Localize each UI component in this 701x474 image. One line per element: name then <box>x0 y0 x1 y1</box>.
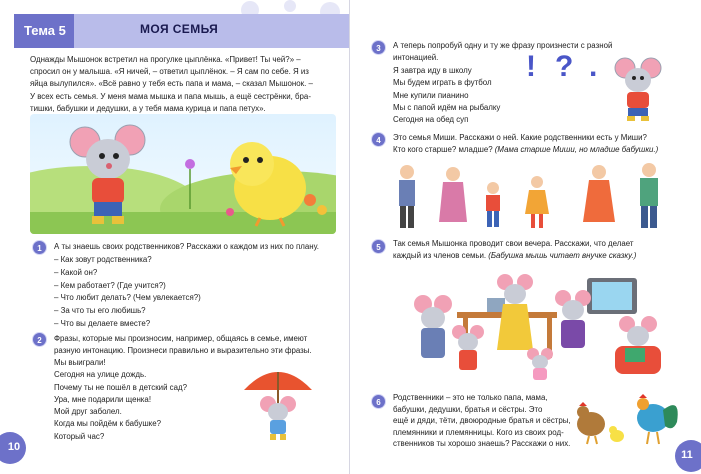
task4-text-line: Это семья Миши. Расскажи о ней. Какие родственники есть у Миши? <box>393 133 647 142</box>
list-item: Ура, мне подарили щенка! <box>54 394 152 404</box>
right-page <box>351 0 701 474</box>
grandmother-figure <box>439 167 467 222</box>
task6-text-line: племянники и племянницы. Кого из своих род- <box>393 427 564 437</box>
task3-text-line: интонацией. <box>393 53 439 63</box>
girl-figure <box>525 176 549 228</box>
task2-text-line: разную интонацию. Произнеси правильно и выразительно эти фразы. <box>54 346 312 356</box>
rooster <box>637 394 678 444</box>
list-item: – Какой он? <box>54 267 98 277</box>
question-symbol: ? <box>555 50 574 83</box>
chick <box>609 426 624 442</box>
task5-question: каждый из членов семьи. <box>393 251 489 261</box>
list-item: Мы будем играть в футбол <box>393 78 492 88</box>
task1-question-list <box>54 254 201 331</box>
list-item: Я завтра иду в школу <box>393 66 472 75</box>
task5-text <box>393 238 688 262</box>
hen <box>577 402 605 444</box>
father-figure <box>640 163 658 228</box>
task6-text-line: Родственники – это не только папа, мама, <box>393 393 548 402</box>
left-page <box>0 0 350 474</box>
grandfather-figure <box>399 165 415 228</box>
task5-hint: (Бабушка мышь читает внучке сказку.) <box>488 251 637 261</box>
task4-text <box>393 132 688 156</box>
boy-figure <box>486 182 500 227</box>
task4-hint: (Мама старше Миши, но младше бабушки.) <box>494 145 659 155</box>
intro-line: тишки, бабушки и дедушки, а у тебя мама курица и папа петух». <box>30 103 266 113</box>
mouse-with-umbrella-illustration <box>238 360 318 444</box>
list-item: Сегодня на обед суп <box>393 115 469 125</box>
page-title: МОЯ СЕМЬЯ <box>140 22 219 36</box>
intro-story <box>30 54 336 115</box>
list-item: Мне купили пианино <box>393 90 469 100</box>
task2-text-line: Фразы, которые мы произносим, например, общаясь в семье, имеют <box>54 334 308 343</box>
list-item: Мы выиграли! <box>54 358 106 367</box>
list-item: Мы с папой идём на рыбалку <box>393 102 501 112</box>
task-number-badge: 4 <box>371 132 386 147</box>
task-number-badge: 3 <box>371 40 386 55</box>
list-item: – Что любит делать? (Чем увлекается?) <box>54 293 201 303</box>
task-number-badge: 1 <box>32 240 47 255</box>
mouse-family-evening-illustration <box>387 268 687 384</box>
exclamation-symbol: ! <box>526 50 536 83</box>
task5-text-line: Так семья Мышонка проводит свои вечера. Расскажи, что делает <box>393 239 634 248</box>
list-item: – Кем работает? (Где учится?) <box>54 280 166 290</box>
list-item: – Что вы делаете вместе? <box>54 318 151 328</box>
page-number: 10 <box>0 432 26 464</box>
list-item: Мой друг заболел. <box>54 407 122 417</box>
mouse-and-chick-illustration <box>30 114 336 234</box>
hen-chick-rooster-illustration <box>573 392 683 448</box>
task6-text-line: ещё и дяди, тёти, двоюродные братья и сёстры, <box>393 416 571 426</box>
list-item: Почему ты не пошёл в детский сад? <box>54 382 187 392</box>
task6-text <box>393 392 603 450</box>
period-symbol: . <box>589 50 598 83</box>
intro-line: спросил он у малыша. «Я ничей, – ответил цыплёнок. – Я сам по себе. Я из <box>30 67 309 77</box>
task2-phrase-list <box>54 357 187 443</box>
mother-figure <box>583 165 615 222</box>
task4-text-line <box>393 144 688 156</box>
list-item: – Как зовут родственника? <box>54 255 152 264</box>
topic-label: Тема 5 <box>14 14 74 48</box>
mouse-boy-illustration <box>613 56 663 122</box>
list-item: – За что ты его любишь? <box>54 306 146 316</box>
family-members-illustration <box>387 160 687 232</box>
mother-mouse <box>497 274 533 350</box>
task-number-badge: 6 <box>371 394 386 409</box>
task6-text-line: бабушки, дедушки, братья и сёстры. Это <box>393 404 543 414</box>
intro-line: Однажды Мышонок встретил на прогулке цыплёнка. «Привет! Ты чей?» – <box>30 55 301 64</box>
task1-text: А ты знаешь своих родственников? Расскажи о каждом из них по плану. <box>54 242 319 251</box>
intro-line: яйца вылупился». «Всё равно у тебя есть папа и мама, – сказал Мышонок. – <box>30 79 313 89</box>
task4-question: Кто кого старше? младше? <box>393 145 495 155</box>
task6-text-line: ственников ты хорошо знаешь? Расскажи о них. <box>393 439 571 449</box>
task-number-badge: 2 <box>32 332 47 347</box>
list-item: Сегодня на улице дождь. <box>54 370 147 380</box>
intro-line: У всех есть семья. У меня мама мышка и папа мышь, а ещё сестрёнки, бра- <box>30 91 311 101</box>
list-item: Который час? <box>54 431 105 441</box>
task2-text <box>54 333 344 357</box>
task-number-badge: 5 <box>371 239 386 254</box>
task5-text-line <box>393 250 688 262</box>
task3-text-line: А теперь попробуй одну и ту же фразу произнести с разной <box>393 41 613 50</box>
task3-phrase-list <box>393 65 500 126</box>
page-number: 11 <box>675 440 701 472</box>
list-item: Когда мы пойдём к бабушке? <box>54 419 161 429</box>
